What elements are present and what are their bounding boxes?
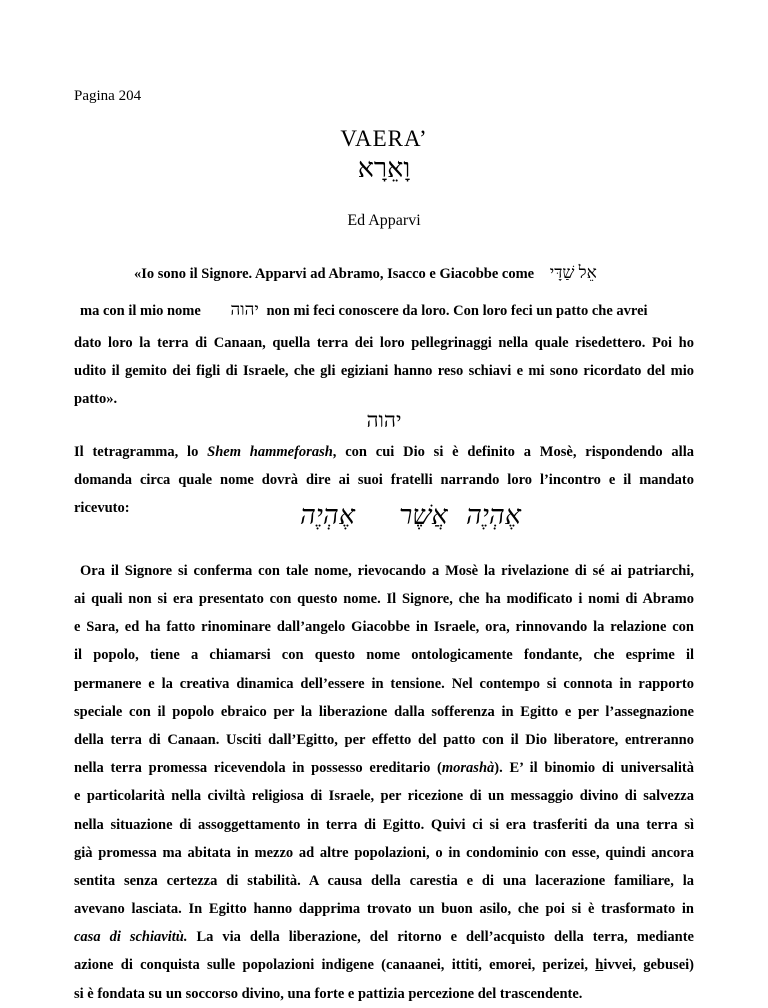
quote-line-1-text: «Io sono il Signore. Apparvi ad Abramo, Isacco e Giacobbe come bbox=[134, 266, 535, 282]
paragraph-2-line-8-b: ). E’ il binomio di universalità bbox=[494, 760, 694, 777]
paragraph-2-line-11: già promessa ma abitata in mezzo ad altre popolazioni, o in condominio con esse, quindi ancora bbox=[74, 844, 694, 861]
ehyeh-word-2: אֶהְיֶה bbox=[300, 500, 355, 530]
quote-line-2-text-a: ma con il mio nome bbox=[80, 303, 201, 319]
paragraph-2-line-9: e particolarità nella civiltà religiosa di Israele, per ricezione di un messaggio divino di salvezza bbox=[74, 788, 694, 805]
paragraph-1-line-2: domanda circa quale nome dovrà dire ai suoi fratelli narrando loro l’incontro e il mandato bbox=[74, 472, 694, 489]
paragraph-1 bbox=[74, 438, 694, 523]
paragraph-2-line-2: ai quali non si era presentato con questo nome. Il Signore, che ha modificato i nomi di Abramo bbox=[74, 591, 694, 607]
paragraph-1-line-3: ricevuto: bbox=[74, 500, 130, 517]
paragraph-2-line-15-a: azione di conquista sulle popolazioni indigene (canaanei, ittiti, emorei, perizei, bbox=[74, 957, 596, 974]
paragraph-2-line-8-a: nella terra promessa ricevendola in possesso ereditario ( bbox=[74, 760, 442, 777]
paragraph-2-line-16: si è fondata su un soccorso divino, una forte e pattizia percezione del trascendente. bbox=[74, 985, 583, 1002]
page-number: Pagina 204 bbox=[74, 88, 142, 104]
quote-block-rest bbox=[74, 329, 694, 414]
tetragram-heading: יהוה bbox=[366, 408, 402, 432]
paragraph-2-line-14 bbox=[74, 923, 694, 951]
paragraph-2-line-4: il popolo, tiene a chiamarsi con questo nome ontologicamente fondante, che esprime il bbox=[74, 647, 694, 664]
quote-line-2-text-b: non mi feci conoscere da loro. Con loro feci un patto che avrei bbox=[266, 303, 648, 319]
quote-line-4: udito il gemito dei figli di Israele, che gli egiziani hanno reso schiavi e mi sono ricordato del mio bbox=[74, 363, 694, 380]
paragraph-2-line-6: speciale con il popolo ebraico per la liberazione dalla sofferenza in Egitto e per l’assegnazione bbox=[74, 703, 694, 720]
paragraph-2-line-10: nella situazione di assoggettamento in terra di Egitto. Quivi ci si era trasferiti da una terra sì bbox=[74, 816, 694, 833]
paragraph-2-line-15-b: ivvei, gebusei) bbox=[603, 957, 694, 974]
quote-line-3: dato loro la terra di Canaan, quella terra dei loro pellegrinaggi nella quale risedettero. Poi ho bbox=[74, 335, 694, 351]
chapter-subtitle: Ed Apparvi bbox=[347, 212, 421, 229]
quote-line-1 bbox=[134, 263, 597, 283]
quote-line-5: patto». bbox=[74, 391, 118, 408]
paragraph-1-line-1 bbox=[74, 438, 694, 466]
ehyeh-word-1: אֶהְיֶה bbox=[466, 500, 521, 530]
paragraph-1-line-1-a: Il tetragramma, lo bbox=[74, 444, 208, 460]
quote-hebrew-tetragram: יהוה bbox=[230, 300, 259, 319]
casa-di-schiavitu-term: casa di schiavitù. bbox=[74, 929, 188, 946]
quote-hebrew-el-shaddai: אֵל שַׁדָּי bbox=[549, 263, 597, 282]
paragraph-2-line-12: sentita senza certezza di stabilità. A causa della carestia e di una lacerazione familiare, la bbox=[74, 872, 694, 889]
paragraph-2 bbox=[74, 585, 694, 1008]
paragraph-2-line-14-b: La via della liberazione, del ritorno e dell’acquisto della terra, mediante bbox=[187, 929, 694, 946]
paragraph-2-line-3: e Sara, ed ha fatto rinominare dall’angelo Giacobbe in Israele, ora, rinnovando la relazione con bbox=[74, 619, 694, 636]
asher-word: אֲשֶׁר bbox=[399, 500, 448, 530]
chapter-title: VAERA’ bbox=[340, 126, 428, 151]
paragraph-2-line-7: della terra di Canaan. Usciti dall’Egitto, per effetto del patto con il Dio liberatore, entreranno bbox=[74, 731, 694, 748]
chapter-title-hebrew: וָאֵרָא bbox=[357, 153, 411, 183]
paragraph-2-line-15 bbox=[74, 951, 694, 979]
shem-hammeforash-term: Shem hammeforash bbox=[207, 444, 333, 460]
paragraph-2-line-1: Ora il Signore si conferma con tale nome, rievocando a Mosè la rivelazione di sé ai patriarchi, bbox=[80, 563, 694, 579]
morasha-term: morashà bbox=[441, 760, 495, 777]
paragraph-2-line-8 bbox=[74, 754, 694, 782]
underlined-letter: h bbox=[595, 957, 604, 974]
paragraph-1-line-1-b: , con cui Dio si è definito a Mosè, rispondendo alla bbox=[332, 444, 694, 460]
quote-line-2 bbox=[80, 300, 694, 320]
paragraph-2-first-line bbox=[80, 557, 694, 585]
paragraph-2-line-5: permanere e la creativa dinamica dell’essere in tensione. Nel contempo si connota in rapporto bbox=[74, 675, 694, 692]
paragraph-2-line-13: avevano lasciata. In Egitto hanno dapprima trovato un buon asilo, che poi si è trasformato in bbox=[74, 901, 694, 918]
